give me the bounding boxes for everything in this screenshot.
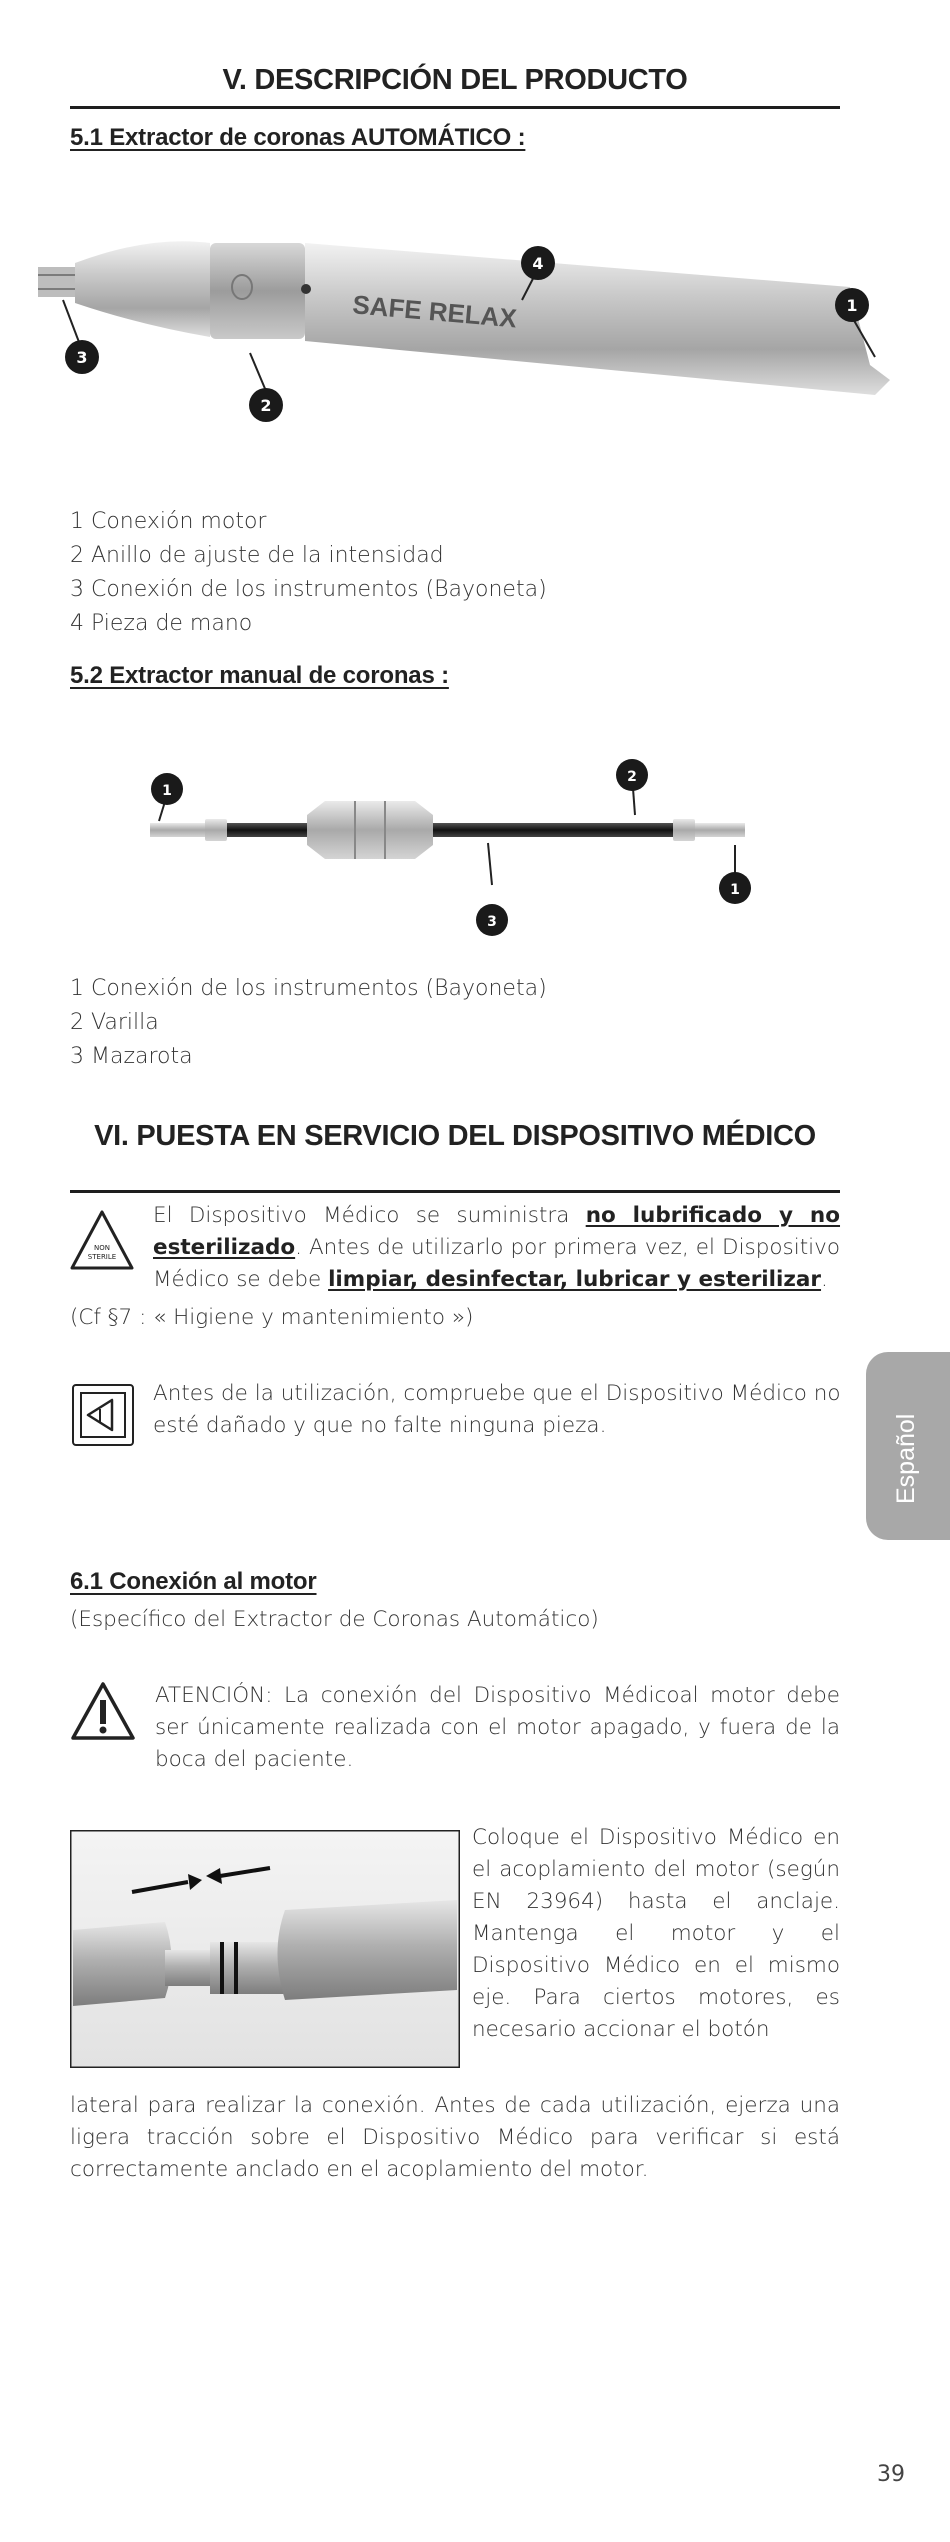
- svg-text:2: 2: [260, 396, 272, 415]
- svg-text:4: 4: [532, 254, 544, 273]
- reference-note: (Cf §7 : « Higiene y mantenimiento »): [70, 1305, 474, 1330]
- svg-text:NON: NON: [94, 1244, 110, 1252]
- attention-warning-icon: [70, 1680, 136, 1742]
- marker-4: [521, 246, 555, 280]
- manual-crown-extractor-image: [115, 715, 835, 955]
- list-item: 4 Pieza de mano: [70, 611, 253, 636]
- attention-text: ATENCIÓN: La conexión del Dispositivo Médicoal motor debe ser únicamente realizada con el motor apagado, y fuera de la boca del paciente.: [155, 1683, 840, 1772]
- marker-3: [65, 340, 99, 374]
- marker-1b: [719, 872, 751, 904]
- section-5-rule: [70, 106, 840, 109]
- svg-text:2: 2: [627, 769, 637, 785]
- non-sterile-warning-text: El Dispositivo Médico se suministra no lubrificado y no esterilizado. Antes de utilizarlo por primera vez, el Dispositivo Médico se debe limpiar, desinfectar, lubricar y esterilizar.: [153, 1203, 841, 1292]
- marker-2: [616, 759, 648, 791]
- list-item: 2 Anillo de ajuste de la intensidad: [70, 543, 444, 568]
- manual-extractor-parts-list: [70, 972, 547, 1074]
- brand-label: SAFE RELAX: [351, 289, 519, 334]
- subsection-6-1-title: 6.1 Conexión al motor: [70, 1568, 317, 1595]
- marker-1: [151, 773, 183, 805]
- automatic-extractor-parts-list: [70, 505, 547, 641]
- automatic-crown-extractor-image: [30, 225, 900, 435]
- connection-instructions-continued: lateral para realizar la conexión. Antes de cada utilización, ejerza una ligera tracción sobre el Dispositivo Médico para verificar si está correctamente anclado en el acoplamiento del motor.: [70, 2093, 840, 2182]
- svg-text:3: 3: [487, 914, 497, 930]
- connection-instructions: Coloque el Dispositivo Médico en el acoplamiento del motor (según EN 23964) hasta el anclaje. Mantenga el motor y el Dispositivo Médico en el mismo eje. Para ciertos motores, es necesario accionar el botón: [472, 1825, 840, 2042]
- list-item: 3 Conexión de los instrumentos (Bayoneta): [70, 577, 547, 602]
- svg-text:1: 1: [730, 882, 740, 898]
- language-label: Español: [892, 1413, 920, 1504]
- subsection-5-1-title: 5.1 Extractor de coronas AUTOMÁTICO :: [70, 124, 526, 151]
- list-item: 2 Varilla: [70, 1010, 159, 1035]
- section-6-rule: [70, 1190, 840, 1193]
- svg-text:1: 1: [162, 783, 172, 799]
- section-6-title: VI. PUESTA EN SERVICIO DEL DISPOSITIVO MÉDICO: [94, 1120, 816, 1152]
- list-item: 1 Conexión motor: [70, 509, 267, 534]
- non-sterile-warning-icon: [70, 1208, 134, 1272]
- list-item: 3 Mazarota: [70, 1044, 193, 1069]
- inspection-warning-text: Antes de la utilización, compruebe que el Dispositivo Médico no esté dañado y que no falte ninguna pieza.: [153, 1381, 841, 1438]
- marker-1: [835, 288, 869, 322]
- page-number: 39: [877, 2462, 905, 2487]
- svg-text:STERILE: STERILE: [87, 1253, 117, 1261]
- motor-connection-photo: [70, 1830, 460, 2068]
- marker-3: [476, 904, 508, 936]
- subsection-6-1-note: (Específico del Extractor de Coronas Automático): [70, 1607, 599, 1632]
- language-side-tab[interactable]: [866, 1352, 950, 1540]
- svg-text:1: 1: [846, 296, 858, 315]
- section-5-title: V. DESCRIPCIÓN DEL PRODUCTO: [222, 64, 688, 96]
- subsection-5-2-title: 5.2 Extractor manual de coronas :: [70, 662, 449, 689]
- svg-text:3: 3: [76, 348, 88, 367]
- instructions-icon: [72, 1384, 134, 1446]
- list-item: 1 Conexión de los instrumentos (Bayoneta): [70, 976, 547, 1001]
- marker-2: [249, 388, 283, 422]
